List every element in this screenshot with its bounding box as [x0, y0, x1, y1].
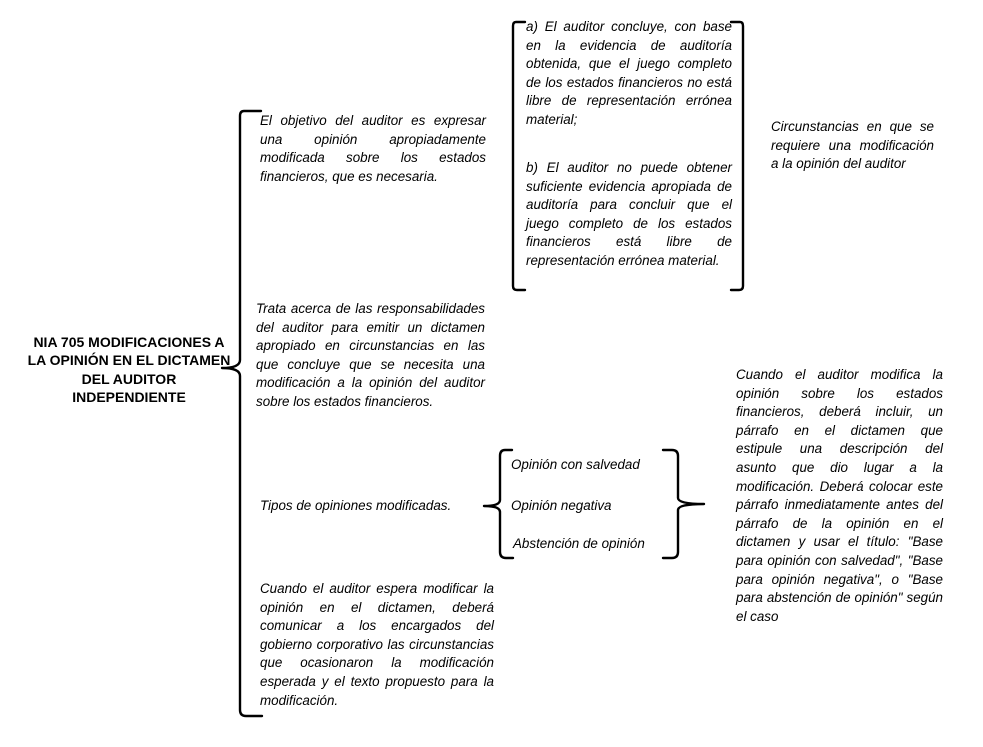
communication-text: Cuando el auditor espera modificar la opinión en el dictamen, deberá comunicar a los encargados del gobierno corporativo las circunstancias que ocasionaron la modificación esperada y el texto propuesto para la modificación. — [260, 581, 494, 708]
diagram-title: NIA 705 MODIFICACIONES A LA OPINIÓN EN EL DICTAMEN DEL AUDITOR INDEPENDIENTE — [27, 334, 231, 406]
circumstances-bracket-right — [731, 22, 743, 290]
circumstances-bracket-left — [513, 22, 525, 290]
opinion-types-brace-left — [484, 450, 513, 558]
objective-text: El objetivo del auditor es expresar una opinión apropiadamente modificada sobre los estados financieros, que es necesaria. — [260, 113, 486, 184]
base-paragraph-text: Cuando el auditor modifica la opinión sobre los estados financieros, deberá incluir, un párrafo en el dictamen que estipule una descripción del asunto que dio lugar a la modificación. Deberá colocar este párrafo inmediatamente antes del párrafo de la opinión en el dictamen y usar el título: "Base para opinión con salvedad", "Base para opinión negativa", o "Base para abstención de opinión" según el caso — [736, 367, 943, 624]
scope-text: Trata acerca de las responsabilidades del auditor para emitir un dictamen apropiado en circunstancias en las que concluye que se necesita una modificación a la opinión del auditor sobre los estados financieros. — [256, 301, 485, 409]
circumstance-a: a) El auditor concluye, con base en la evidencia de auditoría obtenida, que el juego completo de los estados financieros no está libre de representación errónea material; — [526, 19, 732, 127]
circumstances-label: Circunstancias en que se requiere una modificación a la opinión del auditor — [771, 119, 934, 172]
main-brace — [222, 111, 262, 716]
opinion-type-disclaimer: Abstención de opinión — [513, 536, 645, 551]
opinion-types-brace-right — [663, 450, 704, 558]
circumstance-b: b) El auditor no puede obtener suficiente evidencia apropiada de auditoría para concluir que el juego completo de los estados financieros está libre de representación errónea material. — [526, 160, 732, 268]
opinion-type-adverse: Opinión negativa — [511, 498, 612, 513]
opinion-types-label: Tipos de opiniones modificadas. — [260, 498, 452, 513]
opinion-type-qualified: Opinión con salvedad — [511, 457, 640, 472]
